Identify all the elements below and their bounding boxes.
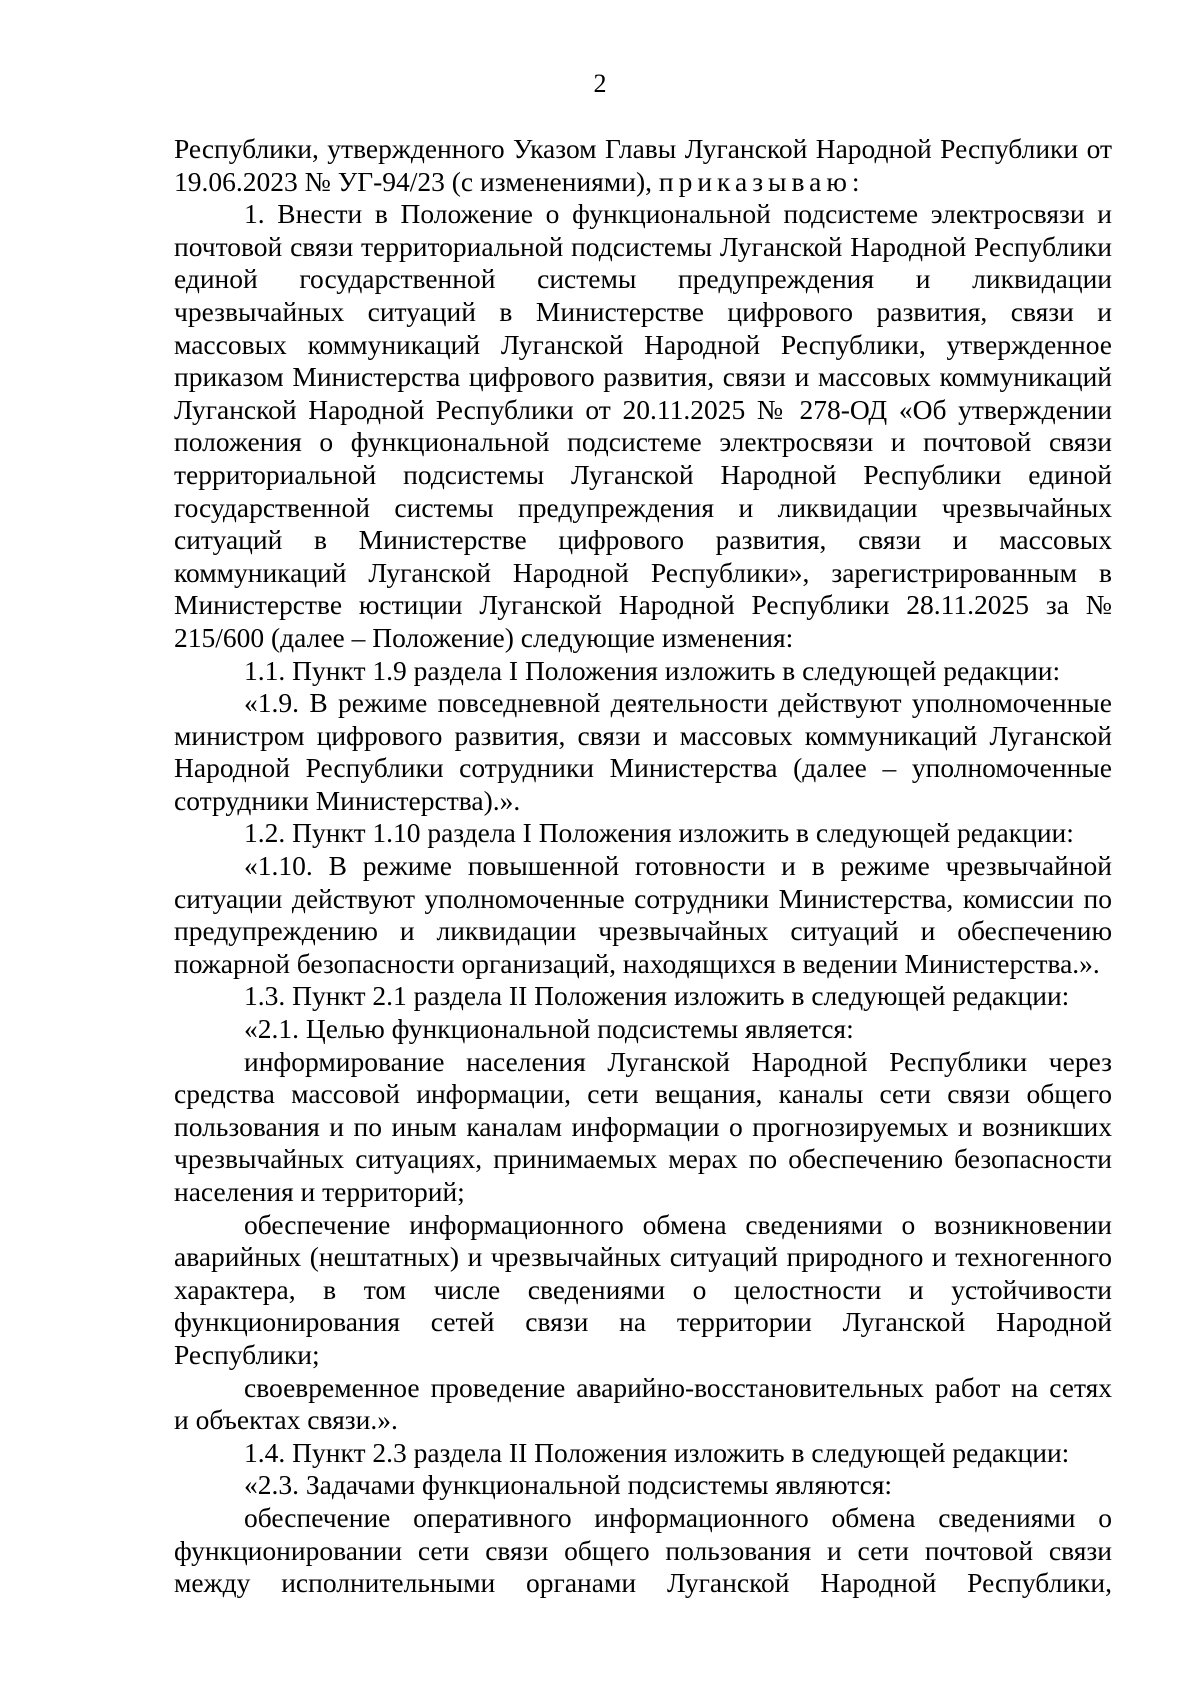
preamble-text: Республики, утвержденного Указом Главы Луганской Народной Республики от 19.06.2023 № УГ-94/23 (с изменениями), bbox=[174, 133, 1112, 197]
paragraph-goal-recovery: своевременное проведение аварийно-восстановительных работ на сетях и объектах связи.». bbox=[174, 1371, 1112, 1436]
paragraph-goal-informing: информирование населения Луганской Народной Республики через средства массовой информации, сети вещания, каналы сети связи общего пользования и по иным каналам информации о прогнозируемых и возникших чрезвычайных ситуациях, принимаемых мерах по обеспечению безопасности населения и территорий; bbox=[174, 1045, 1112, 1207]
paragraph-task-exchange: обеспечение оперативного информационного обмена сведениями о функционировании сети связи общего пользования и сети почтовой связи между исполнительными органами Луганской Народной Республики, bbox=[174, 1501, 1112, 1599]
paragraph-item-1-1: 1.1. Пункт 1.9 раздела I Положения изложить в следующей редакции: bbox=[244, 654, 1061, 686]
paragraph-goal-exchange: обеспечение информационного обмена сведениями о возникновении аварийных (нештатных) и чрезвычайных ситуаций природного и техногенного характера, в том числе сведениями о целостности и устойчивости функционирования сетей связи на территории Луганской Народной Республики; bbox=[174, 1208, 1112, 1370]
order-colon: : bbox=[851, 165, 860, 197]
paragraph-quote-2-3: «2.3. Задачами функциональной подсистемы являются: bbox=[244, 1469, 893, 1501]
paragraph-quote-1-9: «1.9. В режиме повседневной деятельности действуют уполномоченные министром цифрового развития, связи и массовых коммуникаций Луганской Народной Республики сотрудники Министерства (далее – уполномоченные сотрудники Министерства).». bbox=[174, 687, 1112, 816]
paragraph-item-1-3: 1.3. Пункт 2.1 раздела II Положения изложить в следующей редакции: bbox=[244, 980, 1070, 1012]
order-word: приказываю bbox=[658, 165, 852, 197]
page-number: 2 bbox=[593, 69, 607, 98]
document-body bbox=[174, 133, 1112, 1600]
paragraph-item-1-2: 1.2. Пункт 1.10 раздела I Положения изложить в следующей редакции: bbox=[244, 817, 1074, 849]
paragraph-quote-1-10: «1.10. В режиме повышенной готовности и в режиме чрезвычайной ситуации действуют уполномоченные сотрудники Министерства, комиссии по предупреждению и ликвидации чрезвычайных ситуаций и обеспечению пожарной безопасности организаций, находящихся в ведении Министерства.». bbox=[174, 850, 1112, 979]
paragraph-item-1-4: 1.4. Пункт 2.3 раздела II Положения изложить в следующей редакции: bbox=[244, 1436, 1070, 1468]
paragraph-item-1: 1. Внести в Положение о функциональной подсистеме электросвязи и почтовой связи территориальной подсистемы Луганской Народной Республики единой государственной системы предупреждения и ликвидации чрезвычайных ситуаций в Министерстве цифрового развития, связи и массовых коммуникаций Луганской Народной Республики, утвержденное приказом Министерства цифрового развития, связи и массовых коммуникаций Луганской Народной Республики от 20.11.2025 № 278-ОД «Об утверждении положения о функциональной подсистеме электросвязи и почтовой связи территориальной подсистемы Луганской Народной Республики единой государственной системы предупреждения и ликвидации чрезвычайных ситуаций в Министерстве цифрового развития, связи и массовых коммуникаций Луганской Народной Республики», зарегистрированным в Министерстве юстиции Луганской Народной Республики 28.11.2025 за № 215/600 (далее – Положение) следующие изменения: bbox=[174, 198, 1112, 653]
paragraph-quote-2-1: «2.1. Целью функциональной подсистемы является: bbox=[244, 1013, 854, 1045]
paragraph-preamble-continuation bbox=[174, 133, 1112, 198]
